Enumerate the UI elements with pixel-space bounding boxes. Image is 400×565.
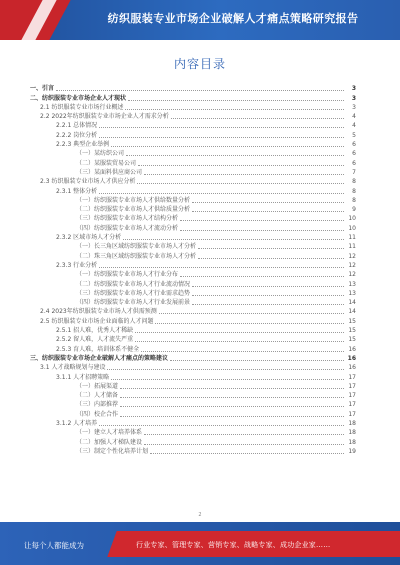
toc-entry-page: 15 — [348, 336, 356, 344]
toc-entry-label: （三）纺织服装专业市场人才结构分析 — [76, 215, 179, 223]
toc-leader-dots — [128, 100, 344, 101]
toc-entry[interactable] — [30, 139, 356, 148]
toc-entry[interactable] — [30, 241, 356, 250]
toc-entry-label: （三）制定个性化培养计划 — [76, 447, 149, 455]
toc-entry-page: 4 — [352, 122, 356, 130]
toc-leader-dots — [111, 146, 344, 147]
toc-leader-dots — [192, 295, 344, 296]
toc-entry[interactable] — [30, 353, 356, 362]
toc-entry-label: 2.2.3 典型企业举例 — [56, 141, 110, 149]
toc-entry-page: 15 — [348, 327, 356, 335]
toc-leader-dots — [180, 220, 344, 221]
toc-leader-dots — [180, 230, 344, 231]
toc-heading: 内容目录 — [173, 57, 226, 71]
toc-entry-label: （二）珠三角区域纺织服装专业市场人才分析 — [76, 252, 197, 260]
toc-entry-page: 16 — [348, 364, 356, 372]
toc-entry[interactable] — [30, 343, 356, 352]
toc-entry-page: 3 — [352, 103, 356, 111]
toc-leader-dots — [111, 379, 344, 380]
toc-entry-label: 2.3 纺织服装专业市场人才供应分析 — [40, 178, 136, 186]
toc-leader-dots — [180, 276, 344, 277]
toc-entry[interactable] — [30, 288, 356, 297]
toc-entry[interactable] — [30, 83, 356, 92]
toc-entry-label: （四）纺织服装专业市场人才流动分析 — [76, 224, 179, 232]
toc-leader-dots — [198, 258, 344, 259]
toc-leader-dots — [138, 165, 344, 166]
toc-entry[interactable] — [30, 418, 356, 427]
toc-entry-label: 2.3.1 整体分析 — [56, 187, 98, 195]
toc-leader-dots — [192, 211, 344, 212]
toc-entry-label: 2.2.1 总体情况 — [56, 122, 98, 130]
page-number: 2 — [198, 512, 202, 518]
toc-entry[interactable] — [30, 399, 356, 408]
toc-entry[interactable] — [30, 297, 356, 306]
toc-entry[interactable] — [30, 222, 356, 231]
toc-entry-page: 18 — [348, 419, 356, 427]
toc-entry[interactable] — [30, 148, 356, 157]
toc-leader-dots — [107, 369, 344, 370]
toc-entry-page: 12 — [348, 271, 356, 279]
toc-entry-page: 15 — [348, 317, 356, 325]
toc-entry-page: 8 — [352, 178, 356, 186]
toc-entry-page: 11 — [348, 234, 356, 242]
toc-entry-label: （三）纺织服装专业市场人才行业需求趋势 — [76, 289, 191, 297]
footer-slogan-lead: 让每个人都能成为 — [24, 541, 84, 550]
toc-leader-dots — [192, 286, 344, 287]
toc-leader-dots — [120, 397, 344, 398]
toc-entry-page: 17 — [348, 401, 356, 409]
toc-leader-dots — [170, 360, 344, 361]
toc-entry-label: 2.3.2 区域市场人才分析 — [56, 234, 122, 242]
toc-entry[interactable] — [30, 390, 356, 399]
toc-entry-page: 4 — [352, 113, 356, 121]
toc-entry-page: 14 — [348, 299, 356, 307]
toc-entry-label: 2.5.3 育人难，培训体系不健全 — [56, 345, 140, 353]
toc-leader-dots — [159, 313, 344, 314]
toc-entry-label: 2.1 纺织服装专业市场行业概述 — [40, 103, 124, 111]
toc-entry-label: （二）某服装贸易公司 — [76, 159, 137, 167]
toc-entry-label: 3.1.1 人才招聘策略 — [56, 373, 110, 381]
report-header-banner — [0, 0, 400, 40]
toc-entry[interactable] — [30, 213, 356, 222]
toc-leader-dots — [99, 267, 344, 268]
toc-entry[interactable] — [30, 157, 356, 166]
table-of-contents — [30, 83, 356, 455]
toc-entry[interactable] — [30, 315, 356, 324]
footer-slogan-items: 行业专家、管理专家、营销专家、战略专家、成功企业家…… — [136, 541, 331, 549]
toc-entry-label: （一）长三角区域纺织服装专业市场人才分析 — [76, 243, 197, 251]
toc-entry-page: 10 — [348, 215, 356, 223]
toc-entry-label: 2.5.2 留人难，人才流失严重 — [56, 336, 134, 344]
toc-entry[interactable] — [30, 436, 356, 445]
toc-leader-dots — [198, 248, 344, 249]
toc-entry[interactable] — [30, 204, 356, 213]
toc-leader-dots — [99, 137, 344, 138]
toc-entry-label: 二、纺织服装专业市场企业人才现状 — [30, 94, 127, 102]
toc-entry-page: 12 — [348, 261, 356, 269]
toc-entry-page: 18 — [348, 438, 356, 446]
toc-entry-page: 16 — [347, 354, 356, 362]
toc-entry-label: 2.3.3 行业分析 — [56, 261, 98, 269]
toc-leader-dots — [141, 351, 344, 352]
report-title: 纺织服装专业市场企业破解人才痛点策略研究报告 — [107, 12, 359, 25]
toc-entry-page: 19 — [348, 447, 356, 455]
toc-entry[interactable] — [30, 129, 356, 138]
toc-entry-page: 13 — [348, 289, 356, 297]
toc-leader-dots — [150, 453, 344, 454]
toc-leader-dots — [171, 118, 344, 119]
toc-entry-label: （二）加强人才梯队建设 — [76, 438, 143, 446]
toc-entry[interactable] — [30, 371, 356, 380]
toc-leader-dots — [137, 183, 344, 184]
footer-red-band — [122, 531, 400, 557]
toc-leader-dots — [123, 239, 344, 240]
toc-leader-dots — [99, 193, 344, 194]
toc-leader-dots — [144, 174, 344, 175]
toc-entry[interactable] — [30, 427, 356, 436]
toc-entry-page: 11 — [348, 243, 356, 251]
toc-entry-page: 6 — [352, 150, 356, 158]
toc-leader-dots — [135, 341, 344, 342]
toc-entry[interactable] — [30, 167, 356, 176]
toc-entry-label: （四）纺织服装专业市场人才行业发展前景 — [76, 299, 191, 307]
toc-entry[interactable] — [30, 325, 356, 334]
toc-entry-page: 3 — [351, 85, 356, 93]
toc-entry-page: 17 — [348, 410, 356, 418]
toc-entry-page: 12 — [348, 252, 356, 260]
toc-entry-label: （二）人才储备 — [76, 392, 119, 400]
toc-leader-dots — [120, 406, 344, 407]
toc-entry-page: 17 — [348, 373, 356, 381]
toc-leader-dots — [99, 127, 344, 128]
toc-entry-page: 18 — [348, 429, 356, 437]
toc-leader-dots — [144, 434, 344, 435]
toc-entry-page: 7 — [352, 168, 356, 176]
toc-entry-label: （二）纺织服装专业市场人才行业流动情况 — [76, 280, 191, 288]
toc-leader-dots — [135, 332, 344, 333]
toc-entry-page: 9 — [352, 206, 356, 214]
toc-entry-page: 17 — [348, 392, 356, 400]
toc-entry[interactable] — [30, 381, 356, 390]
toc-entry-page: 16 — [348, 345, 356, 353]
toc-leader-dots — [120, 416, 344, 417]
toc-entry[interactable] — [30, 232, 356, 241]
toc-entry-page: 8 — [352, 196, 356, 204]
toc-entry-page: 5 — [352, 131, 356, 139]
toc-leader-dots — [125, 109, 344, 110]
toc-leader-dots — [99, 425, 344, 426]
toc-entry-page: 3 — [351, 94, 356, 102]
toc-entry-label: 2.2 2022年纺织服装专业市场企业人才需求分析 — [40, 113, 169, 121]
toc-leader-dots — [155, 323, 344, 324]
toc-entry-label: 2.5.1 招人难，优秀人才稀缺 — [56, 327, 134, 335]
toc-entry-label: 2.5 纺织服装专业市场企业面临的人才问题 — [40, 317, 154, 325]
toc-entry[interactable] — [30, 92, 356, 101]
toc-entry-label: 一、引言 — [30, 85, 55, 93]
toc-entry-label: （三）内部推荐 — [76, 401, 119, 409]
toc-entry[interactable] — [30, 120, 356, 129]
toc-entry[interactable] — [30, 250, 356, 259]
toc-entry-label: 2.2.2 岗位分析 — [56, 131, 98, 139]
toc-entry[interactable] — [30, 334, 356, 343]
toc-entry[interactable] — [30, 278, 356, 287]
toc-entry[interactable] — [30, 446, 356, 455]
toc-entry-label: （一）拓展渠道 — [76, 382, 119, 390]
toc-entry-page: 6 — [352, 159, 356, 167]
toc-entry[interactable] — [30, 306, 356, 315]
toc-entry-label: （一）某纺织公司 — [76, 150, 125, 158]
toc-entry[interactable] — [30, 362, 356, 371]
toc-entry-label: （三）某面料供应商公司 — [76, 168, 143, 176]
toc-entry-label: （一）纺织服装专业市场人才行业分布 — [76, 271, 179, 279]
footer-banner — [0, 522, 400, 565]
toc-entry[interactable] — [30, 176, 356, 185]
toc-leader-dots — [192, 304, 344, 305]
toc-entry-label: 2.4 2023年纺织服装专业市场人才供需预测 — [40, 308, 157, 316]
toc-entry-label: 3.1.2 人才培养 — [56, 419, 98, 427]
toc-entry-label: （四）校企合作 — [76, 410, 119, 418]
toc-entry-page: 13 — [348, 280, 356, 288]
toc-entry[interactable] — [30, 102, 356, 111]
toc-entry[interactable] — [30, 269, 356, 278]
toc-entry-page: 6 — [352, 141, 356, 149]
toc-leader-dots — [120, 388, 344, 389]
toc-entry-page: 17 — [348, 382, 356, 390]
toc-leader-dots — [192, 202, 344, 203]
toc-entry-label: （一）纺织服装专业市场人才供给数量分析 — [76, 196, 191, 204]
toc-entry-label: （二）纺织服装专业市场人才供给质量分析 — [76, 206, 191, 214]
toc-leader-dots — [126, 155, 344, 156]
toc-entry-label: 三、纺织服装专业市场企业破解人才痛点的策略建议 — [30, 354, 169, 362]
toc-entry-page: 10 — [348, 224, 356, 232]
toc-entry-label: （一）建立人才培养体系 — [76, 429, 143, 437]
toc-entry[interactable] — [30, 260, 356, 269]
toc-leader-dots — [144, 444, 344, 445]
toc-entry[interactable] — [30, 111, 356, 120]
toc-entry[interactable] — [30, 185, 356, 194]
toc-entry[interactable] — [30, 195, 356, 204]
toc-entry-page: 8 — [352, 187, 356, 195]
toc-entry[interactable] — [30, 408, 356, 417]
toc-leader-dots — [56, 90, 344, 91]
toc-entry-page: 14 — [348, 308, 356, 316]
toc-entry-label: 3.1 人才战略规划与建设 — [40, 364, 106, 372]
